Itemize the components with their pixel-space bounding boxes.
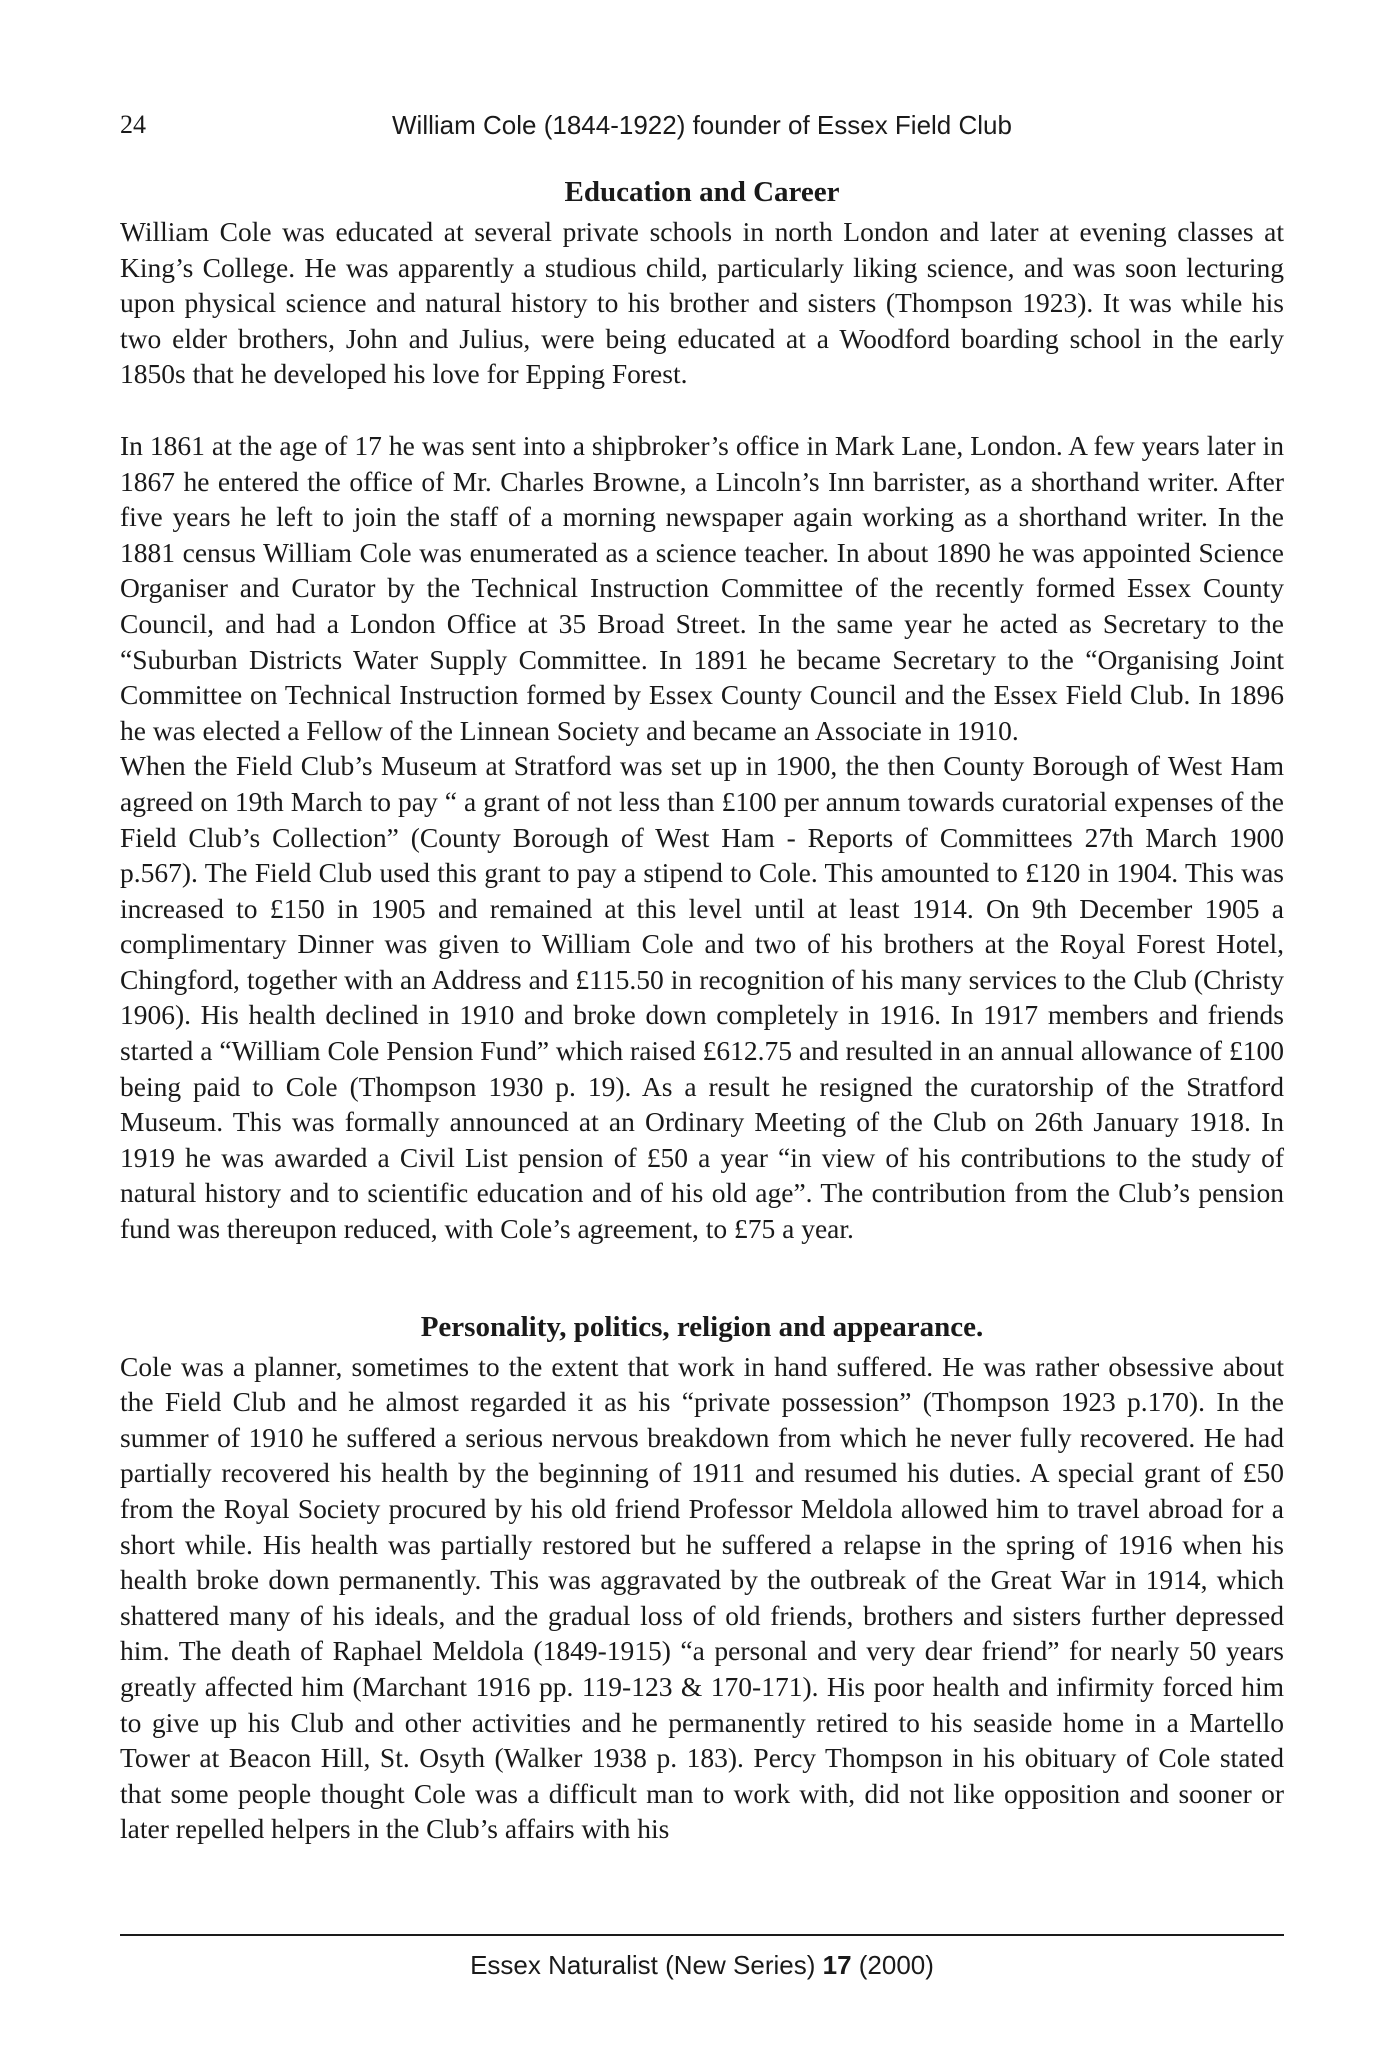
- page-number: 24: [120, 110, 146, 139]
- running-head: [120, 110, 1284, 150]
- footer-divider: [120, 1934, 1284, 1936]
- page-body: [120, 110, 1284, 1847]
- paragraph-personality: Cole was a planner, sometimes to the extent that work in hand suffered. He was rather obsessive about the Field Club and he almost regarded it as his “private possession” (Thompson 1923 p.170). In the summer of 1910 he suffered a serious nervous breakdown from which he never fully recovered. He had partially recovered his health by the beginning of 1911 and resumed his duties. A special grant of £50 from the Royal Society procured by his old friend Professor Meldola allowed him to travel abroad for a short while. His health was partially restored but he suffered a relapse in the spring of 1916 when his health broke down permanently. This was aggravated by the outbreak of the Great War in 1914, which shattered many of his ideals, and the gradual loss of old friends, brothers and sisters further depressed him. The death of Raphael Meldola (1849-1915) “a personal and very dear friend” for nearly 50 years greatly affected him (Marchant 1916 pp. 119-123 & 170-171). His poor health and infirmity forced him to give up his Club and other activities and he permanently retired to his seaside home in a Martello Tower at Beacon Hill, St. Osyth (Walker 1938 p. 183). Percy Thompson in his obituary of Cole stated that some people thought Cole was a difficult man to work with, did not like opposition and sooner or later repelled helpers in the Club’s affairs with his: [120, 1350, 1284, 1845]
- section-heading-personality: Personality, politics, religion and appearance.: [420, 1310, 984, 1343]
- footer-journal: Essex Naturalist (New Series): [470, 1950, 816, 1980]
- page-footer: [120, 1950, 1284, 1981]
- paragraph-education-intro: William Cole was educated at several private schools in north London and later at evening classes at King’s College. He was apparently a studious child, particularly liking science, and was soon lecturing upon physical science and natural history to his brother and sisters (Thompson 1923). It was while his two elder brothers, John and Julius, were being educated at a Woodford boarding school in the early 1850s that he developed his love for Epping Forest.: [120, 216, 1284, 390]
- footer-volume: 17: [822, 1950, 852, 1980]
- footer-year: (2000): [858, 1950, 934, 1980]
- paragraph-museum: When the Field Club’s Museum at Stratford was set up in 1900, the then County Borough of West Ham agreed on 19th March to pay “ a grant of not less than £100 per annum towards curatorial expenses of the Field Club’s Collection” (County Borough of West Ham - Reports of Committees 27th March 1900 p.567). The Field Club used this grant to pay a stipend to Cole. This amounted to £120 in 1904. This was increased to £150 in 1905 and remained at this level until at least 1914. On 9th December 1905 a complimentary Dinner was given to William Cole and two of his brothers at the Royal Forest Hotel, Chingford, together with an Address and £115.50 in recognition of his many services to the Club (Christy 1906). His health declined in 1910 and broke down completely in 1916. In 1917 members and friends started a “William Cole Pension Fund” which raised £612.75 and resulted in an annual allowance of £100 being paid to Cole (Thompson 1930 p. 19). As a result he resigned the curatorship of the Stratford Museum. This was formally announced at an Ordinary Meeting of the Club on 26th January 1918. In 1919 he was awarded a Civil List pension of £50 a year “in view of his contributions to the study of natural history and to scientific education and of his old age”. The contribution from the Club’s pension fund was thereupon reduced, with Cole’s agreement, to £75 a year.: [120, 750, 1284, 1245]
- running-title: William Cole (1844-1922) founder of Essex Field Club: [392, 110, 1012, 140]
- section-heading-education: Education and Career: [564, 176, 840, 208]
- paragraph-career: In 1861 at the age of 17 he was sent into a shipbroker’s office in Mark Lane, London. A few years later in 1867 he entered the office of Mr. Charles Browne, a Lincoln’s Inn barrister, as a shorthand writer. After five years he left to join the staff of a morning newspaper again working as a shorthand writer. In the 1881 census William Cole was enumerated as a science teacher. In about 1890 he was appointed Science Organiser and Curator by the Technical Instruction Committee of the recently formed Essex County Council, and had a London Office at 35 Broad Street. In the same year he acted as Secretary to the “Suburban Districts Water Supply Committee. In 1891 he became Secretary to the “Organising Joint Committee on Technical Instruction formed by Essex County Council and the Essex Field Club. In 1896 he was elected a Fellow of the Linnean Society and became an Associate in 1910.: [120, 429, 1284, 746]
